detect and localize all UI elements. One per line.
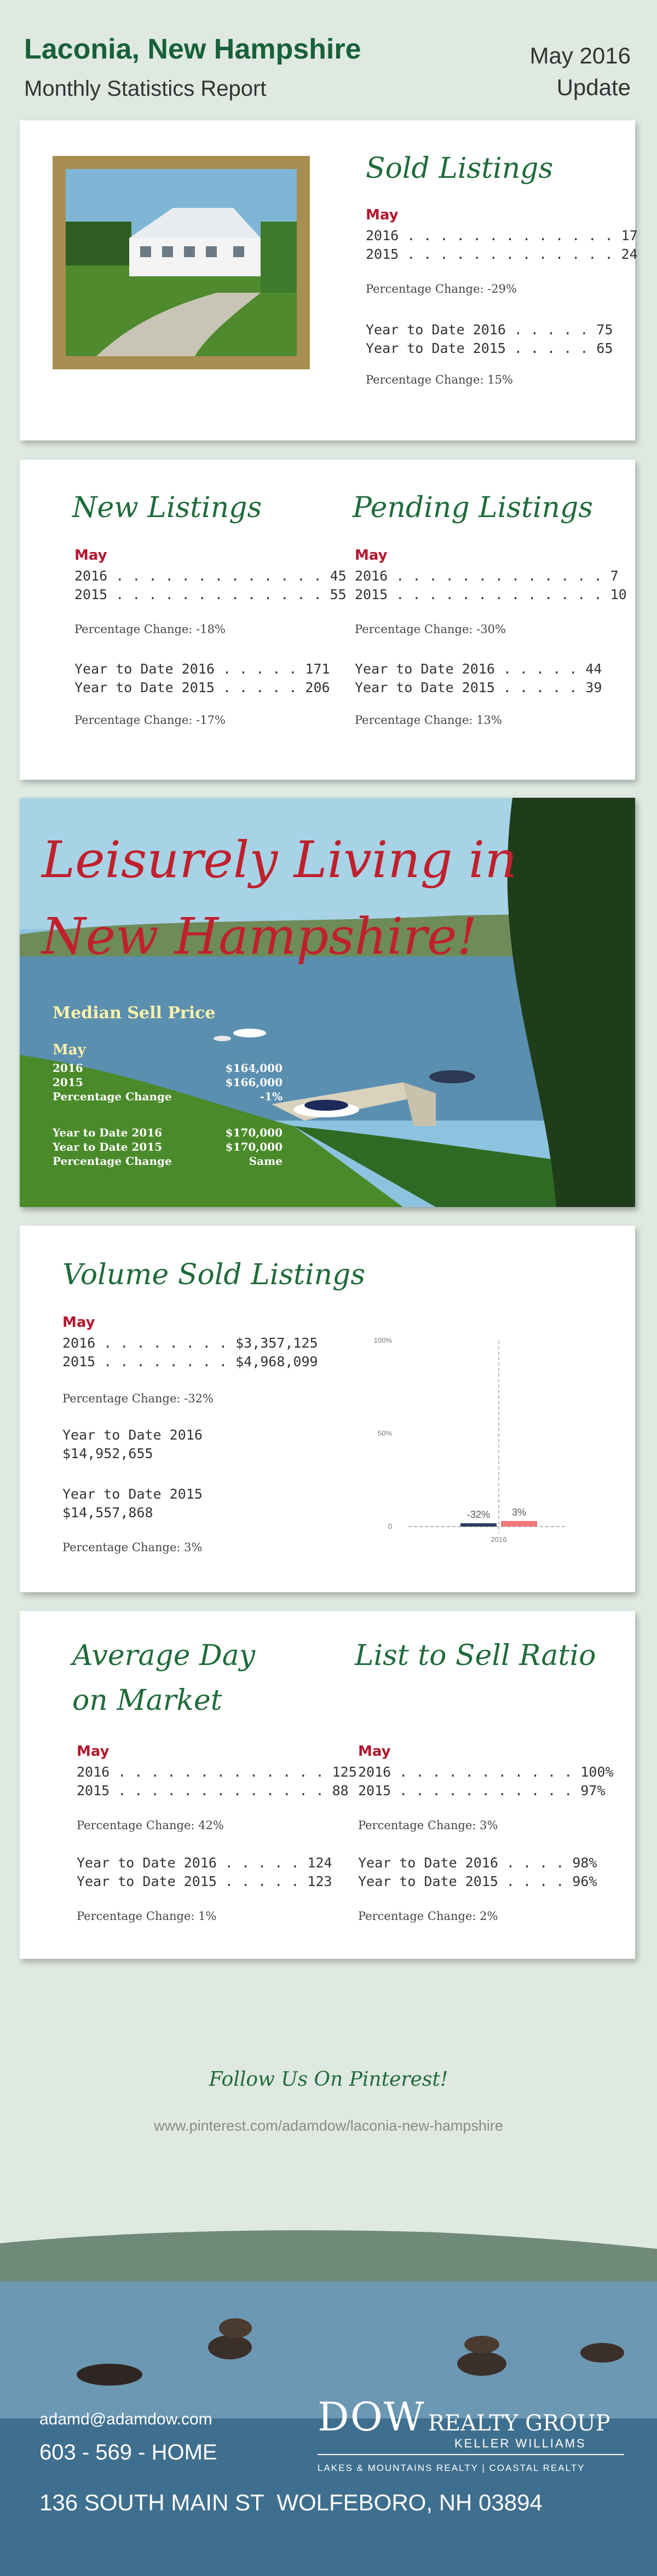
avg-days-2016-row: 2016 . . . . . . . . . . . . . 125 [77, 1764, 357, 1780]
median-sell-price-title: Median Sell Price [53, 1003, 216, 1023]
sold-2015-row: 2015 . . . . . . . . . . . . . 24 [366, 246, 638, 262]
house-photo [53, 156, 310, 369]
avg-days-ytd-2016-row: Year to Date 2016 . . . . . 124 [77, 1855, 332, 1871]
new-listings-title: New Listings [72, 491, 262, 524]
volume-ytd-percentage-change: Percentage Change: 3% [62, 1541, 203, 1554]
page-subtitle: Monthly Statistics Report [24, 77, 267, 101]
chart-bar [460, 1523, 497, 1527]
avg-days-title-line2: on Market [72, 1684, 222, 1717]
median-row: 2016 $164,000 [53, 1061, 283, 1075]
y-tick-label: 0 [388, 1522, 392, 1530]
volume-percentage-change: Percentage Change: -32% [62, 1392, 214, 1405]
median-row: 2015 $166,000 [53, 1076, 283, 1089]
volume-ytd-2016-value: $14,952,655 [62, 1446, 153, 1461]
ratio-ytd-2015-row: Year to Date 2015 . . . . 96% [358, 1873, 597, 1889]
x-category-label: 2016 [491, 1535, 507, 1544]
volume-sold-title: Volume Sold Listings [62, 1258, 366, 1291]
y-tick-label: 50% [377, 1429, 392, 1437]
logo-tagline: LAKES & MOUNTAINS REALTY | COASTAL REALTY [318, 2463, 585, 2473]
ratio-ytd-2016-row: Year to Date 2016 . . . . 98% [358, 1855, 597, 1871]
chart-data-label: -32% [466, 1509, 491, 1520]
banner-headline-line1: Leisurely Living in [42, 831, 517, 889]
page-title: Laconia, New Hampshire [24, 33, 361, 65]
footer [0, 2200, 657, 2576]
logo-realty-text: REALTY GROUP [428, 2411, 610, 2436]
volume-ytd-2015-value: $14,557,868 [62, 1505, 153, 1521]
sold-listings-card [20, 120, 638, 440]
median-ytd-row: Year to Date 2015 $170,000 [53, 1140, 283, 1153]
median-table [53, 1061, 283, 1169]
pending-percentage-change: Percentage Change: -30% [355, 623, 506, 636]
chart-bar [501, 1521, 537, 1527]
avg-days-ytd-percentage-change: Percentage Change: 1% [77, 1910, 217, 1923]
volume-change-chart [370, 1330, 578, 1565]
new-2015-row: 2015 . . . . . . . . . . . . . 55 [74, 587, 347, 602]
dow-realty-logo [318, 2394, 624, 2473]
ratio-ytd-percentage-change: Percentage Change: 2% [358, 1910, 498, 1923]
avg-days-percentage-change: Percentage Change: 42% [77, 1819, 224, 1832]
pending-listings-title: Pending Listings [353, 491, 593, 524]
new-ytd-2015-row: Year to Date 2015 . . . . . 206 [74, 680, 330, 695]
volume-2016-row: 2016 . . . . . . . . $3,357,125 [62, 1335, 318, 1351]
days-ratio-card [20, 1611, 635, 1959]
median-ytd-row: Year to Date 2016 $170,000 [53, 1126, 283, 1139]
footer-address: 136 SOUTH MAIN ST WOLFEBORO, NH 03894 [39, 2490, 543, 2515]
new-2016-row: 2016 . . . . . . . . . . . . . 45 [74, 568, 347, 584]
follow-pinterest-text: Follow Us On Pinterest! [209, 2068, 448, 2091]
volume-2015-row: 2015 . . . . . . . . $4,968,099 [62, 1354, 318, 1370]
new-percentage-change: Percentage Change: -18% [74, 623, 226, 636]
pending-ytd-percentage-change: Percentage Change: 13% [355, 713, 502, 727]
y-tick-label: 100% [373, 1336, 392, 1344]
avg-days-ytd-2015-row: Year to Date 2015 . . . . . 123 [77, 1873, 332, 1889]
sold-ytd-2016-row: Year to Date 2016 . . . . . 75 [366, 322, 613, 338]
list-to-sell-title: List to Sell Ratio [355, 1639, 596, 1672]
pending-2015-row: 2015 . . . . . . . . . . . . . 10 [355, 587, 627, 602]
new-ytd-percentage-change: Percentage Change: -17% [74, 713, 226, 727]
pending-ytd-2015-row: Year to Date 2015 . . . . . 39 [355, 680, 602, 695]
median-month-label: May [53, 1042, 86, 1058]
new-month-label: May [74, 547, 107, 564]
volume-sold-card [20, 1226, 635, 1592]
logo-kw-text: KELLER WILLIAMS [454, 2436, 586, 2450]
sold-2016-row: 2016 . . . . . . . . . . . . . 17 [366, 228, 638, 243]
median-row: Percentage Change -1% [53, 1090, 283, 1103]
volume-ytd-2016-label: Year to Date 2016 [62, 1427, 203, 1443]
avg-days-month-label: May [77, 1743, 110, 1760]
lake-banner [20, 798, 635, 1207]
avg-days-title-line1: Average Day [72, 1639, 256, 1672]
volume-month-label: May [62, 1314, 95, 1331]
logo-divider [318, 2454, 624, 2455]
pending-month-label: May [355, 547, 388, 564]
volume-ytd-2015-label: Year to Date 2015 [62, 1486, 203, 1502]
sold-ytd-percentage-change: Percentage Change: 15% [366, 373, 513, 386]
ratio-2016-row: 2016 . . . . . . . . . . . 100% [358, 1764, 614, 1780]
pending-ytd-2016-row: Year to Date 2016 . . . . . 44 [355, 661, 602, 677]
logo-dow-text: DOW [318, 2394, 425, 2440]
new-ytd-2016-row: Year to Date 2016 . . . . . 171 [74, 661, 330, 677]
footer-lake-image [0, 2200, 657, 2576]
footer-phone[interactable]: 603 - 569 - HOME [39, 2440, 217, 2464]
report-date: May 2016 [529, 43, 631, 68]
pinterest-link[interactable]: www.pinterest.com/adamdow/laconia-new-hampshire [154, 2117, 503, 2134]
house-photo-image [53, 156, 310, 369]
pending-2016-row: 2016 . . . . . . . . . . . . . 7 [355, 568, 619, 584]
banner-headline-line2: New Hampshire! [42, 907, 477, 966]
new-pending-listings-card [20, 460, 635, 780]
sold-ytd-2015-row: Year to Date 2015 . . . . . 65 [366, 340, 613, 356]
footer-email[interactable]: adamd@adamdow.com [39, 2410, 212, 2428]
report-update: Update [556, 74, 631, 100]
sold-percentage-change: Percentage Change: -29% [366, 282, 517, 295]
avg-days-2015-row: 2015 . . . . . . . . . . . . . 88 [77, 1783, 349, 1798]
ratio-month-label: May [358, 1743, 391, 1760]
sold-month-label: May [366, 207, 399, 223]
ratio-percentage-change: Percentage Change: 3% [358, 1819, 498, 1832]
sold-listings-title: Sold Listings [366, 152, 554, 185]
chart-data-label: 3% [511, 1506, 527, 1518]
ratio-2015-row: 2015 . . . . . . . . . . . 97% [358, 1783, 606, 1798]
median-ytd-row: Percentage Change Same [53, 1154, 283, 1168]
